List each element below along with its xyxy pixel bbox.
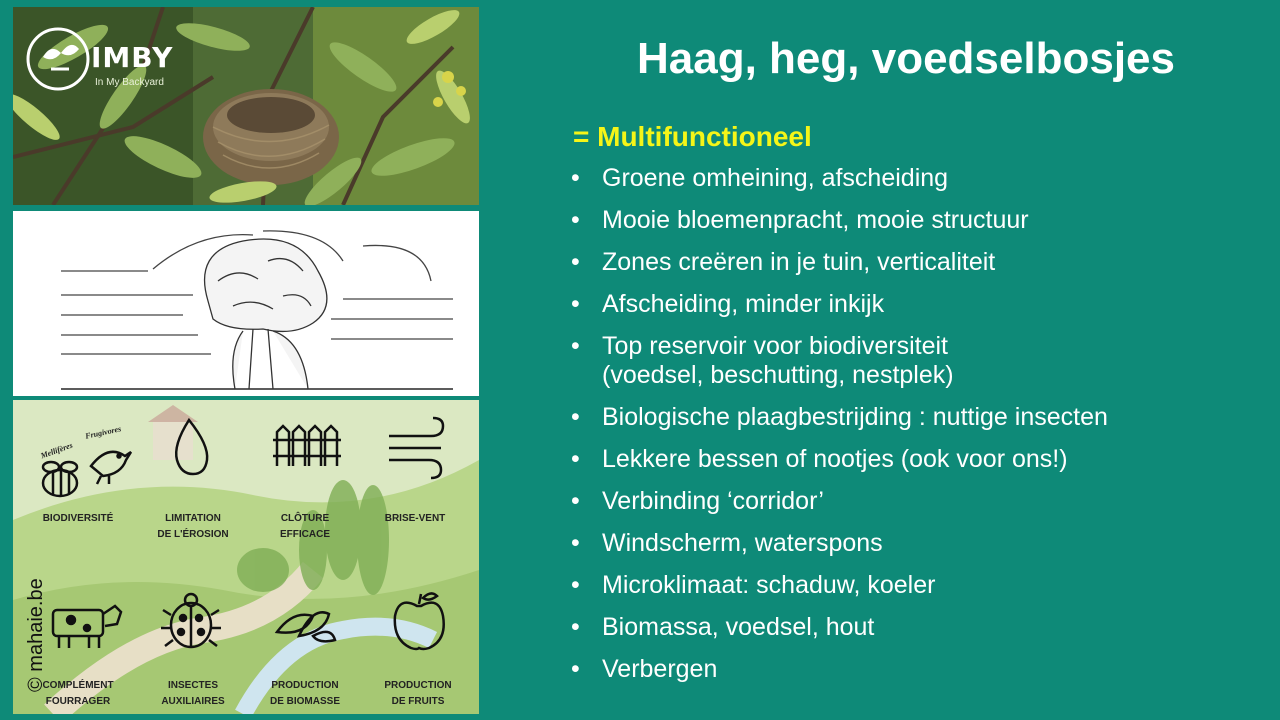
label-fourrager: COMPLÉMENT FOURRAGER xyxy=(42,680,114,707)
label-fruits: PRODUCTION DE FRUITS xyxy=(384,680,452,707)
wind-icon xyxy=(389,418,443,478)
label-biomasse: PRODUCTION DE BIOMASSE xyxy=(269,680,340,707)
cow-icon xyxy=(53,606,121,648)
mellifere-tag: Mellifères xyxy=(39,440,74,461)
bullet-item: • Zones creëren in je tuin, verticaliteit xyxy=(570,248,1260,277)
infographic-icons xyxy=(13,400,479,714)
hedge-benefits-infographic xyxy=(13,400,479,714)
label-cloture: CLÔTURE EFFICACE xyxy=(280,513,330,540)
windbreak-sketch-art xyxy=(13,211,479,396)
label-insectes: INSECTES AUXILIAIRES xyxy=(161,680,225,707)
bullet-item: • Afscheiding, minder inkijk xyxy=(570,290,1260,319)
bullet-item: • Biologische plaagbestrijding : nuttige insecten xyxy=(570,403,1260,432)
leaves-pile-icon xyxy=(277,612,335,641)
windbreak-sketch xyxy=(13,211,479,396)
frugivore-tag: Frugivores xyxy=(84,424,122,441)
bullet-item: • Groene omheining, afscheiding xyxy=(570,164,1260,193)
label-brisevent: BRISE-VENT xyxy=(384,513,446,524)
apple-icon xyxy=(395,593,444,649)
bullet-item: • Top reservoir voor biodiversiteit (voedsel, beschutting, nestplek) xyxy=(570,332,1260,390)
label-erosion: LIMITATION DE L'ÉROSION xyxy=(157,513,229,540)
water-drop-icon xyxy=(176,420,207,474)
bullet-item: • Lekkere bessen of nootjes (ook voor ons!) xyxy=(570,445,1260,474)
bullet-item: • Microklimaat: schaduw, koeler xyxy=(570,571,1260,600)
logo-text: IMBY xyxy=(91,41,174,74)
bird-icon xyxy=(91,452,131,484)
ladybug-icon xyxy=(161,594,221,647)
bird-nest-photo xyxy=(13,7,479,205)
bee-icon xyxy=(43,462,77,496)
bullet-item: • Verbinding ‘corridor’ xyxy=(570,487,1260,516)
logo-subtitle: In My Backyard xyxy=(95,77,164,88)
slide-subtitle: = Multifunctioneel xyxy=(573,121,812,152)
slide-title: Haag, heg, voedselbosjes xyxy=(637,34,1175,83)
bullet-item: • Windscherm, waterspons xyxy=(570,529,1260,558)
bullet-item: • Mooie bloemenpracht, mooie structuur xyxy=(570,206,1260,235)
copyright-text: © mahaie.be xyxy=(25,578,47,692)
fence-icon xyxy=(273,426,341,466)
bullet-item: • Biomassa, voedsel, hout xyxy=(570,613,1260,642)
bullet-item: • Verbergen xyxy=(570,655,1260,684)
bullet-list xyxy=(570,164,1260,697)
nest-photo-art xyxy=(13,7,479,205)
label-biodiversite: BIODIVERSITÉ xyxy=(42,513,114,524)
